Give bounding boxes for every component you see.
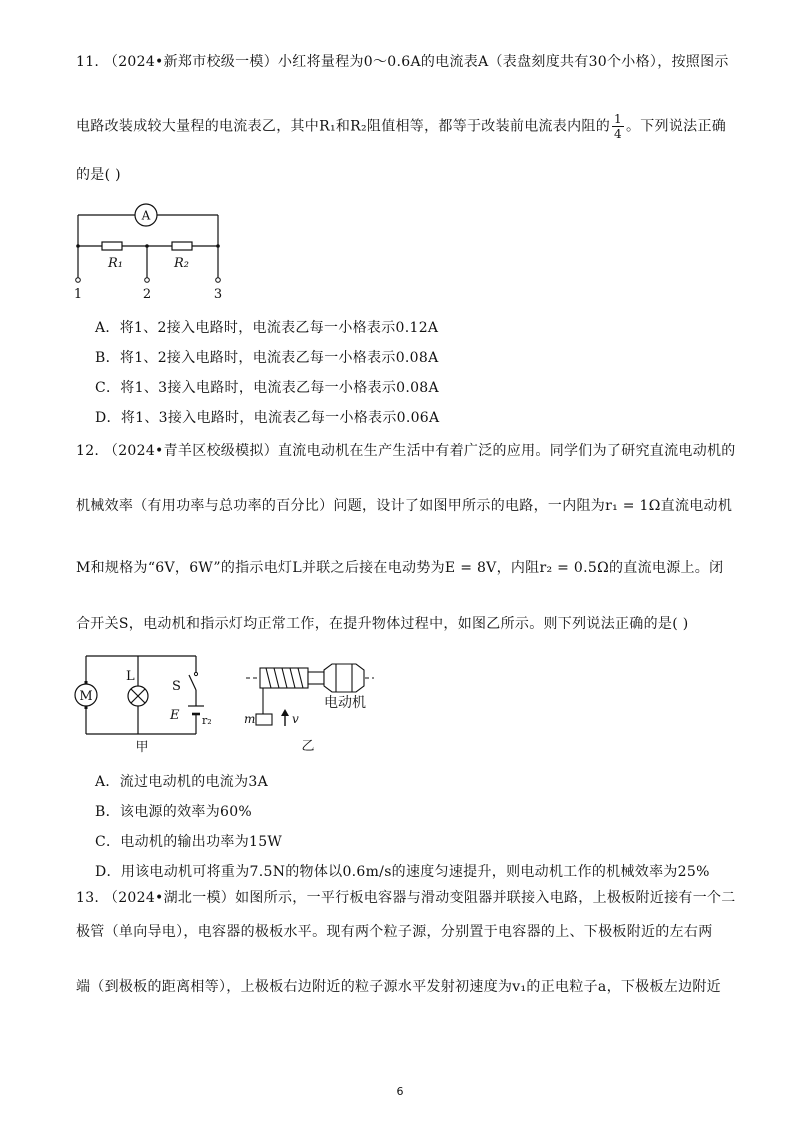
- q11-option-a: A．将1、2接入电路时，电流表乙每一小格表示0.12A: [95, 320, 439, 336]
- r1-label: R₁: [108, 256, 123, 271]
- page-number: 6: [396, 1085, 404, 1098]
- emf-label: E: [170, 708, 180, 723]
- ammeter-symbol: [135, 204, 157, 226]
- caption-jia: 甲: [135, 740, 149, 755]
- q11-option-b: B．将1、2接入电路时，电流表乙每一小格表示0.08A: [95, 350, 439, 366]
- q12-figure-yi: [240, 660, 380, 756]
- caption-yi: 乙: [301, 739, 315, 754]
- q12-line-4: 合开关S，电动机和指示灯均正常工作，在提升物体过程中，如图乙所示。则下列说法正确的是( ): [76, 616, 689, 632]
- q11-line-1: 11. （2024•新郑市校级一模）小红将量程为0～0.6A的电流表A（表盘刻度共有30个小格），按照图示: [76, 54, 729, 70]
- resistor-r2: [172, 242, 192, 250]
- winding-drum: [260, 668, 308, 688]
- terminal-1-label: 1: [73, 287, 83, 302]
- motor-text-label: 电动机: [324, 695, 366, 711]
- q11-fraction: [612, 112, 624, 141]
- terminal-1: [76, 278, 81, 283]
- q13-line-1: 13. （2024•湖北一模）如图所示，一平行板电容器与滑动变阻器并联接入电路，上极板附近接有一个二: [76, 890, 736, 906]
- terminal-3: [216, 278, 221, 283]
- q12-option-a: A．流过电动机的电流为3A: [95, 774, 269, 790]
- terminal-2: [145, 278, 150, 283]
- velocity-arrow: [281, 709, 289, 726]
- q11-fraction-denominator: 4: [614, 127, 622, 141]
- q12-option-c: C．电动机的输出功率为15W: [95, 834, 283, 850]
- switch-label: S: [172, 679, 181, 694]
- motor-body: [324, 664, 364, 692]
- lamp-label: L: [126, 669, 135, 684]
- r2-label: R₂: [174, 256, 189, 271]
- r2-label: r₂: [202, 714, 212, 727]
- velocity-label: v: [292, 712, 299, 726]
- q12-figure-jia: [70, 650, 210, 756]
- q11-line-3: 的是( ): [76, 167, 121, 183]
- q12-line-1: 12. （2024•青羊区校级模拟）直流电动机在生产生活中有着广泛的应用。同学们为了研究直流电动机的: [76, 443, 736, 459]
- q11-option-c: C．将1、3接入电路时，电流表乙每一小格表示0.08A: [95, 380, 439, 396]
- q12-option-d: D．用该电动机可将重为7.5N的物体以0.6m/s的速度匀速提升，则电动机工作的机械效率为25%: [95, 864, 710, 880]
- resistor-r1: [102, 242, 122, 250]
- motor-symbol: [75, 681, 97, 709]
- q13-line-3: 端（到极板的距离相等），上极板右边附近的粒子源水平发射初速度为v₁的正电粒子a，下极板左边附近: [76, 979, 721, 995]
- q11-fraction-numerator: 1: [614, 112, 622, 126]
- lamp-symbol: [128, 686, 148, 706]
- q11-line-2b: 。下列说法正确: [625, 118, 727, 135]
- q11-circuit-figure: [70, 200, 230, 302]
- q12-line-3: M和规格为“6V，6W”的指示电灯L并联之后接在电动势为E = 8V，内阻r₂ = 0.5Ω的直流电源上。闭: [76, 560, 724, 576]
- terminal-2-label: 2: [142, 287, 152, 302]
- q11-line-2a: 电路改装成较大量程的电流表乙，其中R₁和R₂阻值相等，都等于改装前电流表内阻的: [76, 118, 611, 135]
- q11-option-d: D．将1、3接入电路时，电流表乙每一小格表示0.06A: [95, 410, 440, 426]
- terminal-3-label: 3: [213, 287, 223, 302]
- motor-label: M: [79, 689, 93, 704]
- mass-block: [256, 714, 272, 725]
- q11-line-2: [76, 112, 726, 141]
- q13-line-2: 极管（单向导电），电容器的极板水平。现有两个粒子源，分别置于电容器的上、下极板附近的左右两: [76, 924, 713, 940]
- ammeter-label: A: [141, 208, 151, 223]
- q12-line-2: 机械效率（有用功率与总功率的百分比）问题，设计了如图甲所示的电路，一内阻为r₁ = 1Ω直流电动机: [76, 498, 733, 514]
- mass-label: m: [244, 712, 256, 726]
- battery-symbol: [188, 706, 204, 714]
- switch-contact: [194, 672, 197, 675]
- q12-option-b: B．该电源的效率为60%: [95, 804, 253, 820]
